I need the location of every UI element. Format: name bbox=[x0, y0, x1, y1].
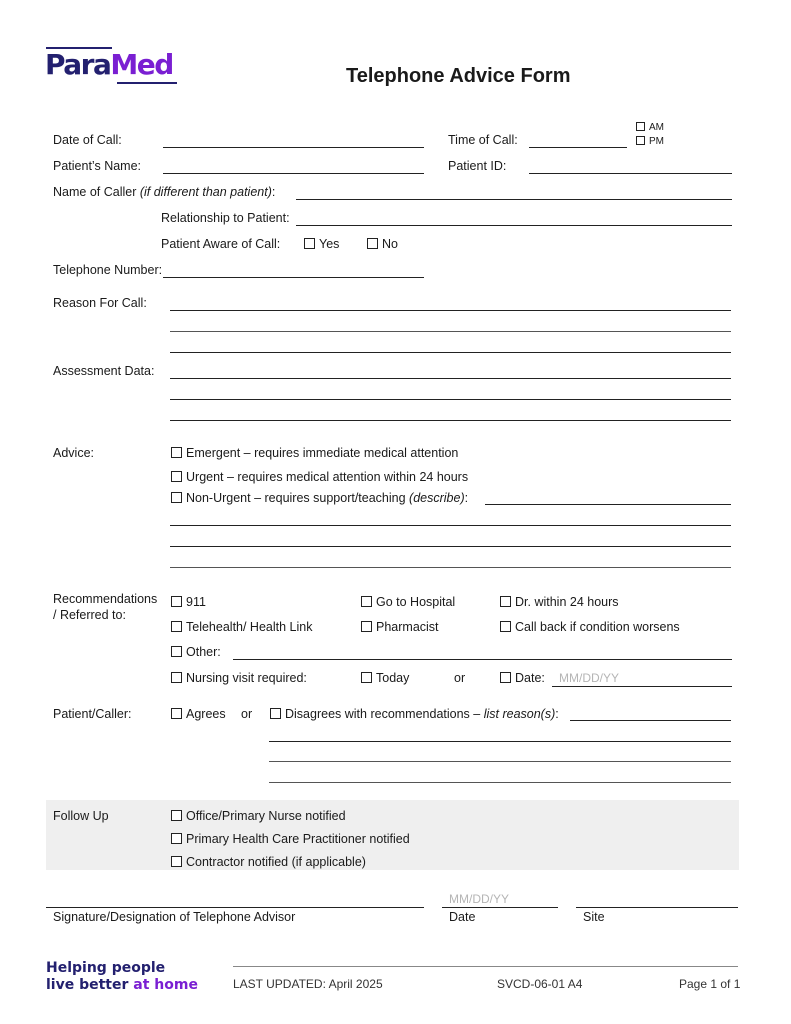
page-number: Page 1 of 1 bbox=[679, 977, 741, 991]
rec-other-field[interactable] bbox=[233, 659, 732, 660]
signature-field[interactable] bbox=[46, 907, 424, 908]
signature-date-placeholder[interactable]: MM/DD/YY bbox=[449, 892, 509, 906]
advice-line-3[interactable] bbox=[170, 567, 731, 568]
follow-up-option-3[interactable] bbox=[171, 855, 366, 869]
rec-callback-option[interactable] bbox=[500, 620, 680, 634]
follow-up-checkbox-1[interactable] bbox=[171, 810, 182, 821]
name-of-caller-label bbox=[53, 185, 275, 199]
patient-id-label: Patient ID: bbox=[448, 159, 507, 173]
assessment-line-1[interactable] bbox=[170, 378, 731, 379]
nursing-visit-label: Nursing visit required: bbox=[186, 671, 307, 685]
rec-911-label: 911 bbox=[186, 595, 206, 609]
follow-up-option-1[interactable] bbox=[171, 809, 346, 823]
follow-up-option-label: Contractor notified (if applicable) bbox=[186, 855, 366, 869]
colon: : bbox=[271, 185, 276, 199]
today-label: Today bbox=[376, 671, 410, 685]
advice-line-2[interactable] bbox=[170, 546, 731, 547]
rec-dr-checkbox[interactable] bbox=[500, 596, 511, 607]
footer-divider bbox=[233, 966, 738, 967]
date-of-call-label: Date of Call: bbox=[53, 133, 122, 147]
agrees-option[interactable] bbox=[171, 707, 226, 721]
patient-id-field[interactable] bbox=[529, 173, 732, 174]
disagrees-checkbox[interactable] bbox=[270, 708, 281, 719]
aware-no-option[interactable] bbox=[367, 237, 398, 251]
non-urgent-describe-field[interactable] bbox=[485, 504, 731, 505]
last-updated: LAST UPDATED: April 2025 bbox=[233, 977, 383, 991]
signature-date-field[interactable] bbox=[442, 907, 558, 908]
follow-up-option-label: Office/Primary Nurse notified bbox=[186, 809, 346, 823]
urgent-checkbox[interactable] bbox=[171, 471, 182, 482]
reason-label: Reason For Call: bbox=[53, 296, 147, 310]
no-label: No bbox=[382, 237, 398, 251]
patient-aware-label: Patient Aware of Call: bbox=[161, 237, 281, 251]
date-option[interactable] bbox=[500, 671, 545, 685]
or-text: or bbox=[454, 671, 466, 685]
logo-med: Med bbox=[110, 48, 173, 81]
rec-pharmacist-option[interactable] bbox=[361, 620, 439, 634]
patients-name-field[interactable] bbox=[163, 173, 424, 174]
rec-other-label: Other: bbox=[186, 645, 221, 659]
rec-pharmacist-label: Pharmacist bbox=[376, 620, 439, 634]
rec-hospital-option[interactable] bbox=[361, 595, 455, 609]
name-of-caller-field[interactable] bbox=[296, 199, 732, 200]
site-label: Site bbox=[583, 910, 605, 924]
tagline-line-2a: live better bbox=[46, 977, 134, 993]
advice-non-urgent-option[interactable] bbox=[171, 491, 468, 505]
nursing-date-placeholder[interactable]: MM/DD/YY bbox=[559, 671, 619, 685]
assessment-label: Assessment Data: bbox=[53, 364, 155, 378]
aware-no-checkbox[interactable] bbox=[367, 238, 378, 249]
today-option[interactable] bbox=[361, 671, 409, 685]
reason-line-2[interactable] bbox=[170, 331, 731, 332]
rec-other-option[interactable] bbox=[171, 645, 221, 659]
or-text: or bbox=[241, 707, 253, 721]
patient-caller-label: Patient/Caller: bbox=[53, 707, 132, 721]
advice-line-1[interactable] bbox=[170, 525, 731, 526]
assessment-line-3[interactable] bbox=[170, 420, 731, 421]
rec-hospital-checkbox[interactable] bbox=[361, 596, 372, 607]
disagrees-option[interactable] bbox=[270, 707, 559, 721]
reasons-line-4[interactable] bbox=[269, 782, 731, 783]
rec-telehealth-option[interactable] bbox=[171, 620, 312, 634]
recommendations-label-2: / Referred to: bbox=[53, 608, 126, 622]
rec-other-checkbox[interactable] bbox=[171, 646, 182, 657]
recommendations-label-1: Recommendations bbox=[53, 592, 158, 606]
rec-telehealth-checkbox[interactable] bbox=[171, 621, 182, 632]
date-label: Date: bbox=[515, 671, 545, 685]
describe-note: (describe) bbox=[409, 491, 465, 505]
date-of-call-field[interactable] bbox=[163, 147, 424, 148]
advice-urgent-option[interactable] bbox=[171, 470, 468, 484]
rec-hospital-label: Go to Hospital bbox=[376, 595, 456, 609]
list-reasons-note: list reason(s) bbox=[483, 707, 556, 721]
follow-up-option-2[interactable] bbox=[171, 832, 410, 846]
reasons-field-1[interactable] bbox=[570, 720, 731, 721]
am-label: AM bbox=[649, 122, 664, 133]
site-field[interactable] bbox=[576, 907, 738, 908]
assessment-line-2[interactable] bbox=[170, 399, 731, 400]
signature-label: Signature/Designation of Telephone Advisor bbox=[53, 910, 296, 924]
relationship-field[interactable] bbox=[296, 225, 732, 226]
rec-callback-checkbox[interactable] bbox=[500, 621, 511, 632]
relationship-label: Relationship to Patient: bbox=[161, 211, 290, 225]
reasons-line-3[interactable] bbox=[269, 761, 731, 762]
emergent-checkbox[interactable] bbox=[171, 447, 182, 458]
time-of-call-label: Time of Call: bbox=[448, 133, 518, 147]
emergent-label: Emergent – requires immediate medical attention bbox=[186, 446, 459, 460]
rec-911-option[interactable] bbox=[171, 595, 206, 609]
signature-date-label: Date bbox=[449, 910, 476, 924]
reason-line-3[interactable] bbox=[170, 352, 731, 353]
telephone-field[interactable] bbox=[163, 277, 424, 278]
time-of-call-field[interactable] bbox=[529, 147, 627, 148]
non-urgent-checkbox[interactable] bbox=[171, 492, 182, 503]
am-checkbox[interactable] bbox=[636, 122, 645, 131]
agrees-checkbox[interactable] bbox=[171, 708, 182, 719]
aware-yes-option[interactable] bbox=[304, 237, 339, 251]
name-of-caller-text: Name of Caller bbox=[53, 185, 140, 199]
name-of-caller-note: (if different than patient) bbox=[139, 185, 272, 199]
agrees-label: Agrees bbox=[186, 707, 226, 721]
am-option[interactable] bbox=[636, 121, 664, 135]
date-checkbox[interactable] bbox=[500, 672, 511, 683]
rec-dr-option[interactable] bbox=[500, 595, 619, 609]
logo-bottom-bar bbox=[117, 82, 177, 84]
form-code: SVCD-06-01 A4 bbox=[497, 977, 583, 991]
rec-pharmacist-checkbox[interactable] bbox=[361, 621, 372, 632]
follow-up-option-label: Primary Health Care Practitioner notified bbox=[186, 832, 410, 846]
non-urgent-label: Non-Urgent – requires support/teaching bbox=[186, 491, 410, 505]
logo-para: Para bbox=[45, 48, 111, 81]
patients-name-label: Patient’s Name: bbox=[53, 159, 142, 173]
rec-dr-label: Dr. within 24 hours bbox=[515, 595, 619, 609]
nursing-date-field[interactable] bbox=[552, 686, 732, 687]
follow-up-checkbox-3[interactable] bbox=[171, 856, 182, 867]
tagline-line-1: Helping people bbox=[46, 960, 166, 976]
pm-option[interactable] bbox=[636, 135, 664, 149]
tagline-line-2b: at home bbox=[133, 977, 198, 993]
rec-911-checkbox[interactable] bbox=[171, 596, 182, 607]
follow-up-label: Follow Up bbox=[53, 809, 109, 823]
follow-up-checkbox-2[interactable] bbox=[171, 833, 182, 844]
pm-checkbox[interactable] bbox=[636, 136, 645, 145]
rec-callback-label: Call back if condition worsens bbox=[515, 620, 680, 634]
rec-telehealth-label: Telehealth/ Health Link bbox=[186, 620, 313, 634]
today-checkbox[interactable] bbox=[361, 672, 372, 683]
colon: : bbox=[555, 707, 559, 721]
advice-label: Advice: bbox=[53, 446, 94, 460]
paramed-logo bbox=[45, 47, 173, 83]
nursing-visit-option[interactable] bbox=[171, 671, 307, 685]
pm-label: PM bbox=[649, 136, 664, 147]
colon: : bbox=[464, 491, 469, 505]
aware-yes-checkbox[interactable] bbox=[304, 238, 315, 249]
advice-emergent-option[interactable] bbox=[171, 446, 458, 460]
nursing-visit-checkbox[interactable] bbox=[171, 672, 182, 683]
page-title: Telephone Advice Form bbox=[346, 65, 571, 87]
reason-line-1[interactable] bbox=[170, 310, 731, 311]
reasons-line-2[interactable] bbox=[269, 741, 731, 742]
urgent-label: Urgent – requires medical attention within 24 hours bbox=[186, 470, 469, 484]
telephone-label: Telephone Number: bbox=[53, 263, 163, 277]
disagrees-label: Disagrees with recommendations – bbox=[285, 707, 484, 721]
yes-label: Yes bbox=[319, 237, 340, 251]
tagline bbox=[46, 960, 198, 994]
